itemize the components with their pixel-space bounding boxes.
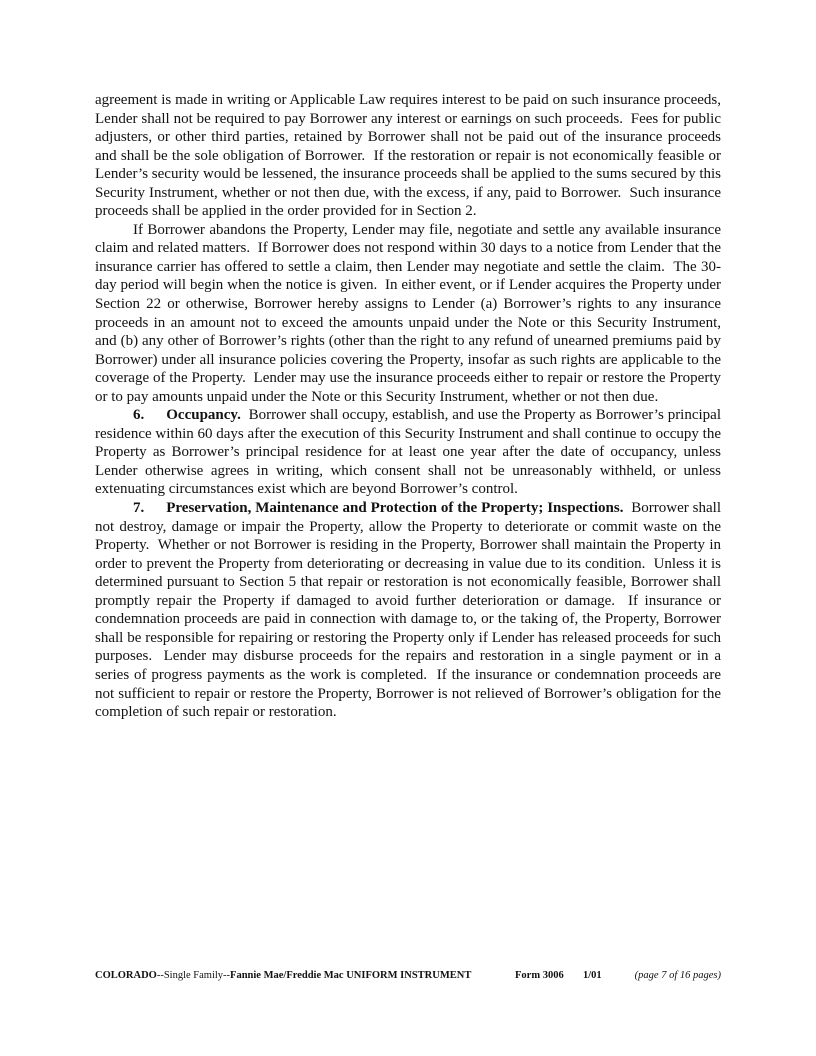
paragraph-text: Borrower shall occupy, establish, and use the Property as Borrower’s principal residence within 60 days after the execution of this Security Instrument and shall continue to occupy the Property as Borrower’s principal residence for at least one year after the date of occupancy, unless Lender otherwise agrees in writing, which consent shall not be unreasonably withheld, or unless extenuating circumstances exist which are beyond Borrower’s control. [95, 407, 722, 498]
footer-family-type: --Single Family-- [156, 970, 231, 981]
section-6-occupancy [95, 406, 721, 499]
section-heading: Preservation, Maintenance and Protection of the Property; Inspections. [166, 500, 624, 517]
page-footer [95, 969, 721, 984]
paragraph-text: Borrower shall not destroy, damage or impair the Property, allow the Property to deteriorate or commit waste on the Property. Whether or not Borrower is residing in the Property, Borrower shall maintain the Property in order to prevent the Property from deteriorating or decreasing in value due to its condition. Unless it is determined pursuant to Section 5 that repair or restoration is not economically feasible, Borrower shall promptly repair the Property if damaged to avoid further deterioration or damage. If insurance or condemnation proceeds are paid in connection with damage to, or the taking of, the Property, Borrower shall be responsible for repairing or restoring the Property only if Lender has released proceeds for such purposes. Lender may disburse proceeds for the repairs and restoration in a single payment or in a series of progress payments as the work is completed. If the insurance or condemnation proceeds are not sufficient to repair or restore the Property, Borrower is not relieved of Borrower’s obligation for the completion of such repair or restoration. [95, 500, 721, 721]
paragraph-insurance-proceeds-continuation [95, 91, 721, 221]
footer-form-number: Form 3006 [515, 970, 564, 981]
paragraph-text: If Borrower abandons the Property, Lender may file, negotiate and settle any available insurance claim and related matters. If Borrower does not respond within 30 days to a notice from Lender that the insurance carrier has offered to settle a claim, then Lender may negotiate and settle the claim. The 30-day period will begin when the notice is given. In either event, or if Lender acquires the Property under Section 22 or otherwise, Borrower hereby assigns to Lender (a) Borrower’s rights to any insurance proceeds in an amount not to exceed the amounts unpaid under the Note or this Security Instrument, and (b) any other of Borrower’s rights (other than the right to any refund of unearned premiums paid by Borrower) under all insurance policies covering the Property, insofar as such rights are applicable to the coverage of the Property. Lender may use the insurance proceeds either to repair or restore the Property or to pay amounts unpaid under the Note or this Security Instrument, whether or not then due. [95, 221, 721, 405]
footer-page-count: (page 7 of 16 pages) [634, 970, 721, 981]
document-body [95, 91, 721, 722]
paragraph-insurance-claims [95, 221, 721, 406]
footer-state: COLORADO [95, 970, 157, 981]
double-space [241, 407, 249, 423]
section-heading: Occupancy. [166, 407, 241, 424]
footer-uniform-instrument: Fannie Mae/Freddie Mac UNIFORM INSTRUMENT [230, 970, 472, 981]
footer-instrument-title [95, 969, 471, 982]
section-7-preservation [95, 499, 721, 722]
section-number: 7. [133, 500, 145, 517]
footer-revision-date: 1/01 [583, 970, 602, 981]
section-number: 6. [133, 407, 145, 424]
paragraph-text: agreement is made in writing or Applicable Law requires interest to be paid on such insurance proceeds, Lender shall not be required to pay Borrower any interest or earnings on such proceeds. Fees for public adjusters, or other third parties, retained by Borrower shall not be paid out of the insurance proceeds and shall be the sole obligation of Borrower. If the restoration or repair is not economically feasible or Lender’s security would be lessened, the insurance proceeds shall be applied to the sums secured by this Security Instrument, whether or not then due, with the excess, if any, paid to Borrower. Such insurance proceeds shall be applied in the order provided for in Section 2. [95, 92, 721, 220]
